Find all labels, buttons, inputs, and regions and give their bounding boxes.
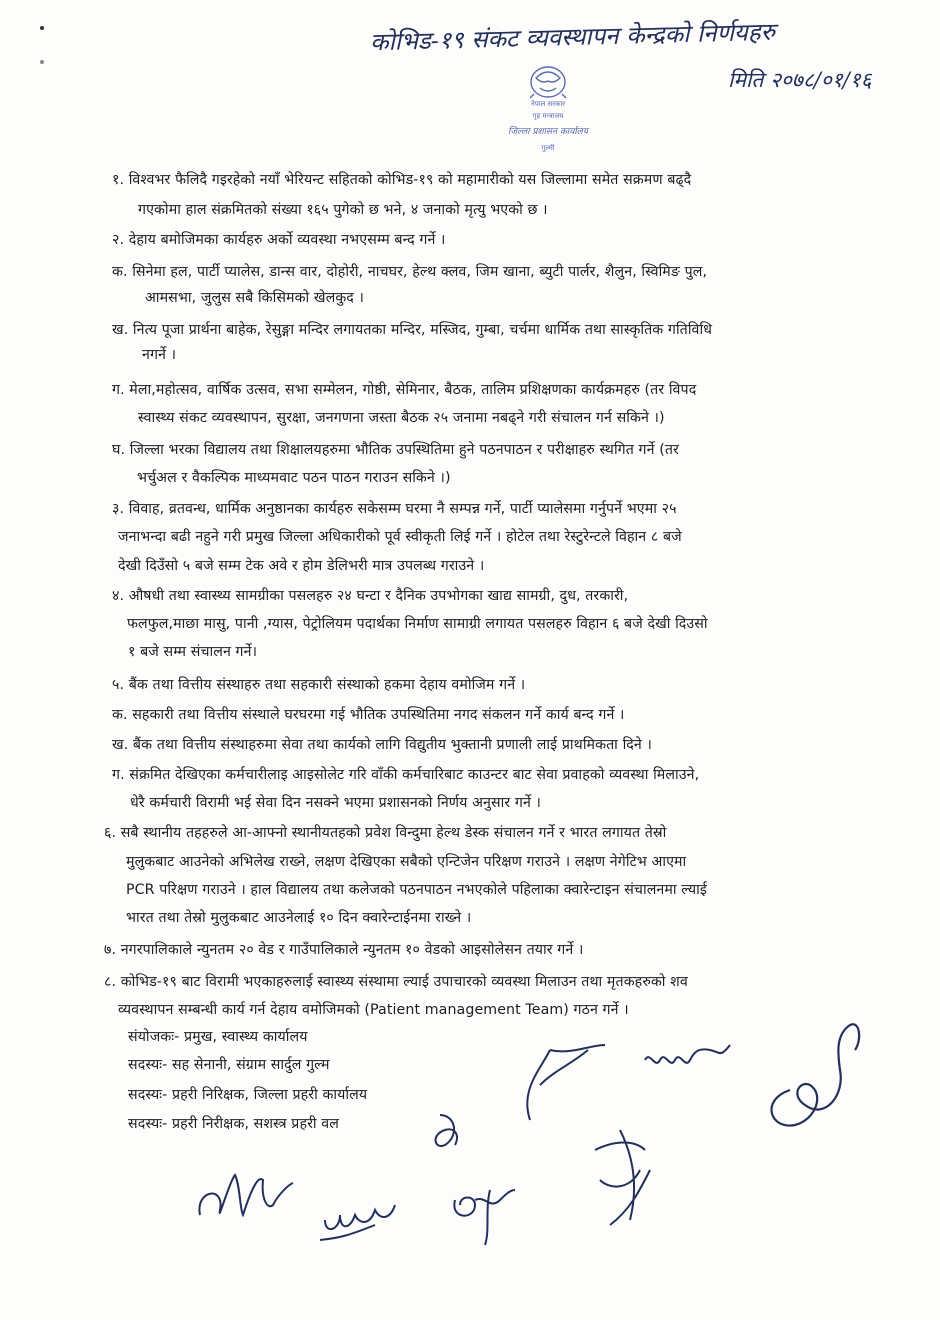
- text-line: PCR परिक्षण गराउने । हाल विद्यालय तथा कलेजको पठनपाठन नभएकोले पहिलाका क्वारेन्टाइन संचालनमा ल्याई: [126, 882, 707, 898]
- text-line: स्वास्थ्य संकट व्यवस्थापन, सुरक्षा, जनगणना जस्ता बैठक २५ जनामा नबढ्ने गरी संचालन गर्न सकिने ।): [138, 410, 665, 426]
- text-line: क. सिनेमा हल, पार्टी प्यालेस, डान्स वार, दोहोरी, नाचघर, हेल्थ क्लव, जिम खाना, ब्युटी पार्लर, शैलुन, स्विमिङ पुल,: [112, 264, 708, 280]
- text-line: ख. बैंक तथा वित्तीय संस्थाहरुमा सेवा तथा कार्यको लागि विद्युतीय भुक्तानी प्रणाली लाई प्राथमिकता दिने ।: [112, 737, 652, 753]
- text-line: मुलुकबाट आउनेको अभिलेख राख्ने, लक्षण देखिएका सबैको एन्टिजेन परिक्षण गराउने । लक्षण नेगेटिभ आएमा: [126, 854, 687, 870]
- team-member: सदस्यः- प्रहरी निरिक्षक, जिल्ला प्रहरी कार्यालय: [128, 1087, 368, 1103]
- seal-line-1: नेपाल सरकार: [530, 100, 566, 108]
- text-line: १. विश्वभर फैलिदै गइरहेको नयाँ भेरियन्ट सहितको कोभिड-१९ को महामारीको यस जिल्लामा समेत सक्रमण बढ्दै: [112, 172, 692, 188]
- text-line: नगर्ने ।: [142, 347, 177, 363]
- signature: [315, 1180, 415, 1250]
- text-line: गएकोमा हाल संक्रमितको संख्या १६५ पुगेको छ भने, ४ जनाको मृत्यु भएको छ ।: [138, 202, 548, 218]
- text-line: २. देहाय बमोजिमका कार्यहरु अर्को व्यवस्था नभएसम्म बन्द गर्ने ।: [112, 232, 446, 248]
- text-line: ४. औषधी तथा स्वास्थ्य सामग्रीका पसलहरु २४ घन्टा र दैनिक उपभोगका खाद्य सामग्री, दुध, तरकारी,: [112, 588, 629, 604]
- text-line: ५. बैंक तथा वित्तीय संस्थाहरु तथा सहकारी संस्थाको हकमा देहाय वमोजिम गर्ने ।: [112, 677, 526, 693]
- text-line: ख. नित्य पूजा प्रार्थना बाहेक, रेसुङ्गा मन्दिर लगायतका मन्दिर, मस्जिद, गुम्बा, चर्चमा धार्मिक तथा सास्कृतिक गतिविधि: [112, 322, 713, 338]
- signature: [430, 1105, 470, 1155]
- text-line: ३. विवाह, व्रतवन्ध, धार्मिक अनुष्ठानका कार्यहरु सकेसम्म घरमा नै सम्पन्न गर्ने, पार्टी प्यालेसमा गर्नुपर्ने भएमा २५: [112, 501, 677, 517]
- text-line: देखी दिउँसो ५ बजे सम्म टेक अवे र होम डेलिभरी मात्र उपलब्ध गराउने ।: [118, 558, 485, 574]
- text-line: व्यवस्थापन सम्बन्धी कार्य गर्न देहाय वमोजिमको (Patient management Team) गठन गर्ने ।: [118, 1002, 629, 1018]
- text-line: आमसभा, जुलुस सबै किसिमको खेलकुद ।: [145, 290, 365, 306]
- text-line: भारत तथा तेस्रो मुलुकबाट आउनेलाई १० दिन क्वारेन्टाईनमा राख्ने ।: [126, 910, 472, 926]
- text-line: क. सहकारी तथा वित्तीय संस्थाले घरघरमा गई भौतिक उपस्थितिमा नगद संकलन गर्ने कार्य बन्द गर्ने ।: [112, 707, 625, 723]
- signature: [445, 1170, 525, 1250]
- text-line: ग. संक्रमित देखिएका कर्मचारीलाइ आइसोलेट गरि वाँकी कर्मचारिबाट काउन्टर बाट सेवा प्रवाहको व्यवस्था मिलाउने,: [112, 767, 700, 783]
- text-line: ग. मेला,महोत्सव, वार्षिक उत्सव, सभा सम्मेलन, गोष्ठी, सेमिनार, बैठक, तालिम प्रशिक्षणका कार्यक्रमहरु (तर विपद: [112, 382, 697, 398]
- signature: [510, 1030, 610, 1130]
- handwritten-date: मिति २०७८/०१/१६: [728, 68, 872, 92]
- text-line: ६. सबै स्थानीय तहहरुले आ-आफ्नो स्थानीयतहको प्रवेश विन्दुमा हेल्थ डेस्क संचालन गर्ने र भारत लगायत तेस्रो: [104, 825, 667, 841]
- text-line: घ. जिल्ला भरका विद्यालय तथा शिक्षालयहरुमा भौतिक उपस्थितिमा हुने पठनपाठन र परीक्षाहरु स्थगित गर्ने (तर: [112, 442, 679, 458]
- text-line: भर्चुअल र वैकल्पिक माध्यमवाट पठन पाठन गराउन सकिने ।): [137, 470, 451, 486]
- team-member: सदस्यः- प्रहरी निरीक्षक, सशस्त्र प्रहरी वल: [128, 1116, 339, 1132]
- handwritten-title: कोभिड-१९ संकट व्यवस्थापन केन्द्रको निर्णयहरु: [369, 17, 776, 57]
- text-line: जनाभन्दा बढी नहुने गरी प्रमुख जिल्ला अधिकारीको पूर्व स्वीकृती लिई गर्ने । होटेल तथा रेस्टुरेन्टले विहान ८ बजे: [118, 529, 682, 545]
- team-member: सदस्यः- सह सेनानी, संग्राम सार्दुल गुल्म: [128, 1057, 330, 1073]
- text-line: ८. कोभिड-१९ बाट विरामी भएकाहरुलाई स्वास्थ्य संस्थामा ल्याई उपाचारको व्यवस्था मिलाउन तथा मृतकहरुको शव: [104, 974, 688, 990]
- text-line: १ बजे सम्म संचालन गर्ने।: [128, 644, 258, 660]
- text-line: फलफुल,माछा मासु, पानी ,ग्यास, पेट्रोलियम पदार्थका निर्माण सामाग्री लगायत पसलहरु विहान ६ बजे देखी दिउसो: [127, 616, 708, 632]
- scan-speck: [40, 60, 44, 64]
- signature: [640, 1035, 740, 1075]
- seal-line-2: गृह मन्त्रालय: [532, 112, 564, 120]
- text-line: ७. नगरपालिकाले न्युनतम २० वेड र गाउँपालिकाले न्युनतम १० वेडको आइसोलेसन तयार गर्ने ।: [104, 942, 584, 958]
- team-coordinator: संयोजकः- प्रमुख, स्वास्थ्य कार्यालय: [128, 1029, 308, 1045]
- signature: [190, 1165, 300, 1235]
- signature: [760, 1015, 870, 1135]
- seal-line-4: गुल्मी: [541, 144, 555, 152]
- scan-speck: [40, 26, 44, 30]
- text-line: धेरै कर्मचारी विरामी भई सेवा दिन नसक्ने भएमा प्रशासनको निर्णय अनुसार गर्ने ।: [130, 795, 542, 811]
- seal-line-3: जिल्ला प्रशासन कार्यालय: [508, 127, 588, 137]
- office-seal-stamp: [498, 60, 598, 156]
- signature: [580, 1120, 670, 1230]
